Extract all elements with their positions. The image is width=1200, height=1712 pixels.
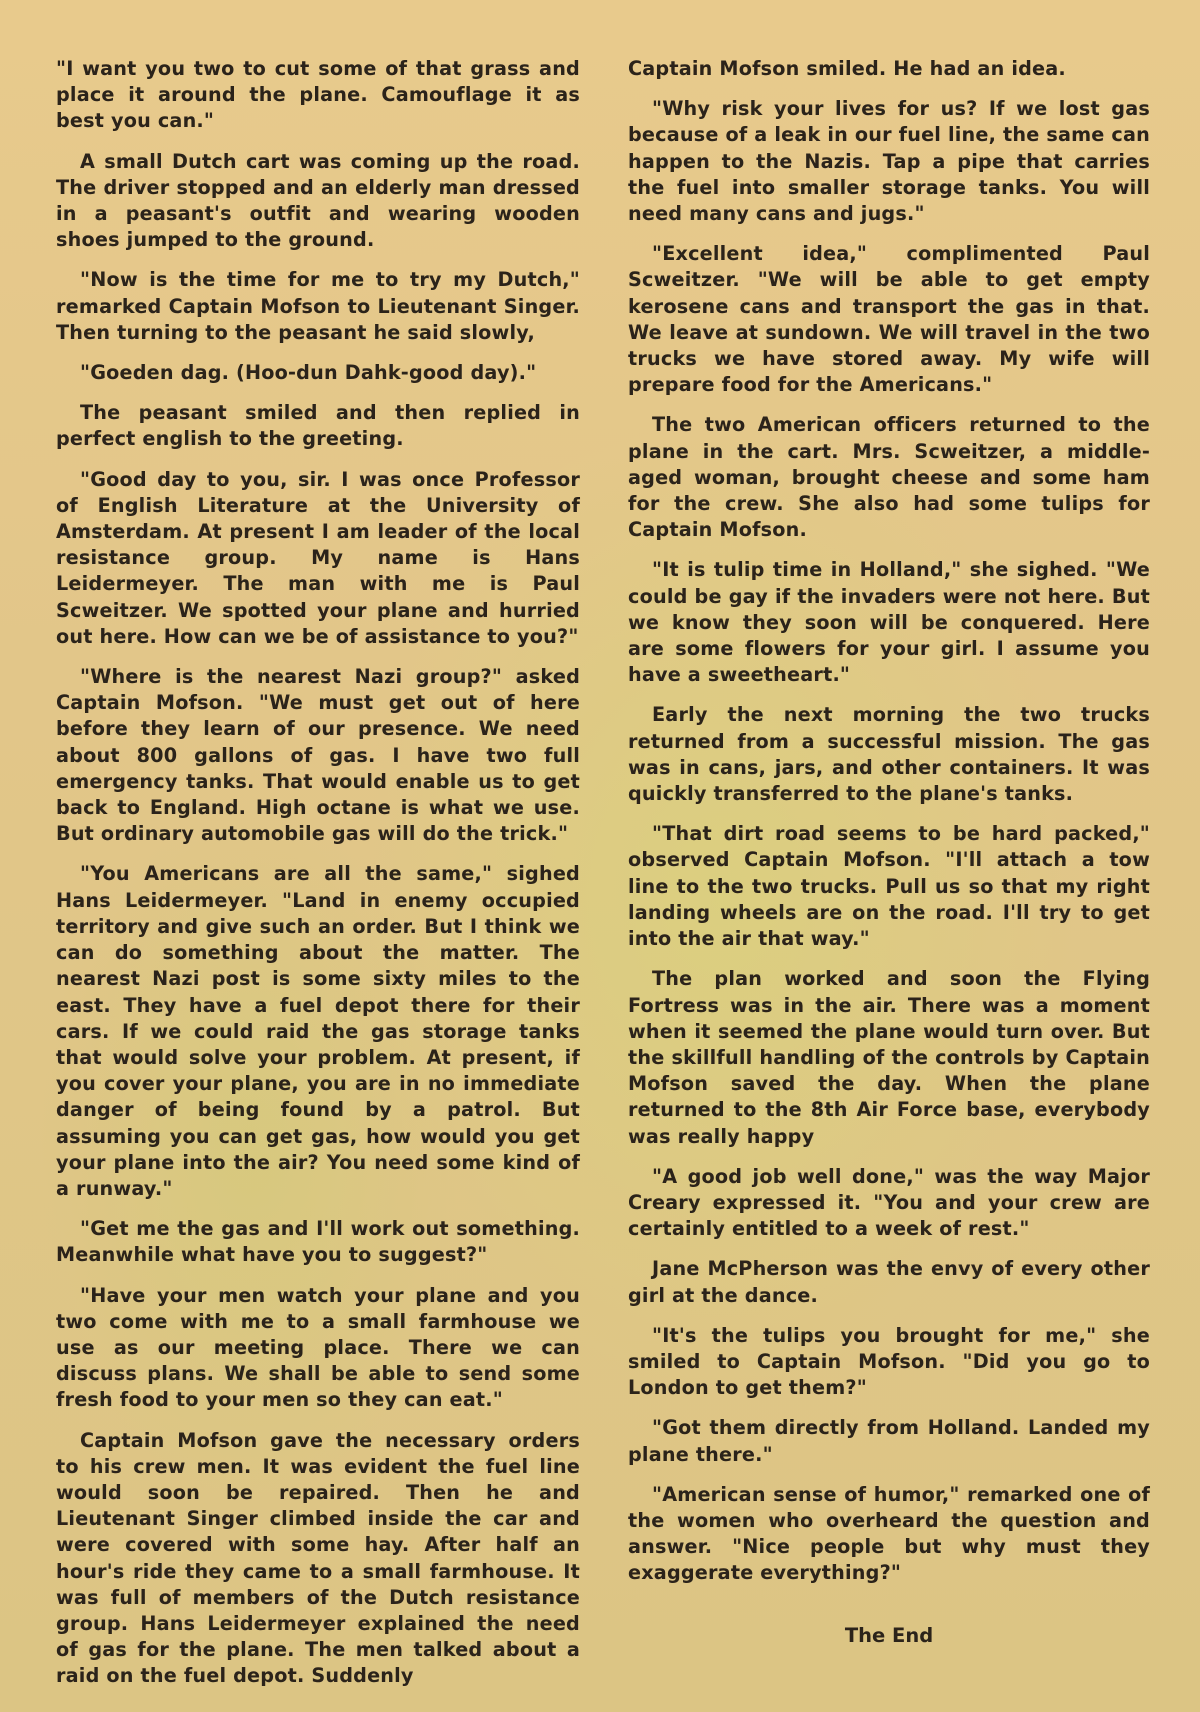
paragraph: "American sense of humor," remarked one of the women who overheard the question and answer. "Nice people but why must they exaggerate everything?": [628, 1482, 1150, 1585]
paragraph: "You Americans are all the same," sighed Hans Leidermeyer. "Land in enemy occupied territory and give such an order. But I think we can do something about the matter. The nearest Nazi post is some sixty miles to the east. They have a fuel depot there for their cars. If we could raid the gas storage tanks that would solve your problem. At present, if you cover your plane, you are in no immediate danger of being found by a patrol. But assuming you can get gas, how would you get your plane into the air? You need some kind of a runway.": [56, 862, 580, 1200]
paragraph: The two American officers returned to the plane in the cart. Mrs. Scweitzer, a middle-aged woman, brought cheese and some ham for the crew. She also had some tulips for Captain Mofson.: [628, 413, 1150, 542]
paragraph: "A good job well done," was the way Major Creary expressed it. "You and your crew are certainly entitled to a week of rest.": [628, 1164, 1150, 1241]
paragraph: The peasant smiled and then replied in perfect english to the greeting.: [56, 401, 580, 451]
left-column: [56, 56, 580, 1704]
the-end-label: The End: [844, 1624, 934, 1647]
paragraph: "Have your men watch your plane and you two come with me to a small farmhouse we use as our meeting place. There we can discuss plans. We shall be able to send some fresh food to your men so they can eat.": [56, 1283, 580, 1412]
paragraph: Captain Mofson gave the necessary orders to his crew men. It was evident the fuel line would soon be repaired. Then he and Lieutenant Singer climbed inside the car and were covered with some hay. After half an hour's ride they came to a small farmhouse. It was full of members of the Dutch resistance group. Hans Leidermeyer explained the need of gas for the plane. The men talked about a raid on the fuel depot. Suddenly: [56, 1428, 580, 1688]
paragraph: "Get me the gas and I'll work out something. Meanwhile what have you to suggest?": [56, 1217, 580, 1267]
paragraph: "Good day to you, sir. I was once Professor of English Literature at the University of Amsterdam. At present I am leader of the local resistance group. My name is Hans Leidermeyer. The man with me is Paul Scweitzer. We spotted your plane and hurried out here. How can we be of assistance to you?": [56, 467, 580, 648]
right-column: [628, 56, 1150, 1601]
paragraph: A small Dutch cart was coming up the road. The driver stopped and an elderly man dressed in a peasant's outfit and wearing wooden shoes jumped to the ground.: [56, 149, 580, 252]
paragraph: The plan worked and soon the Flying Fortress was in the air. There was a moment when it seemed the plane would turn over. But the skillfull handling of the controls by Captain Mofson saved the day. When the plane returned to the 8th Air Force base, everybody was really happy: [628, 967, 1150, 1148]
paragraph: Jane McPherson was the envy of every other girl at the dance.: [628, 1257, 1150, 1307]
paragraph: "Got them directly from Holland. Landed my plane there.": [628, 1416, 1150, 1466]
paragraph: "Why risk your lives for us? If we lost gas because of a leak in our fuel line, the same can happen to the Nazis. Tap a pipe that carries the fuel into smaller storage tanks. You will need many cans and jugs.": [628, 97, 1150, 226]
paragraph: "Now is the time for me to try my Dutch," remarked Captain Mofson to Lieutenant Singer. Then turning to the peasant he said slowly,: [56, 268, 580, 344]
paragraph: "Where is the nearest Nazi group?" asked Captain Mofson. "We must get out of here before they learn of our presence. We need about 800 gallons of gas. I have two full emergency tanks. That would enable us to get back to England. High octane is what we use. But ordinary automobile gas will do the trick.": [56, 665, 580, 846]
paragraph: "Goeden dag. (Hoo-dun Dahk-good day).": [80, 361, 537, 385]
paragraph: "It's the tulips you brought for me," she smiled to Captain Mofson. "Did you go to London to get them?": [628, 1323, 1150, 1400]
paragraph: "Excellent idea," complimented Paul Scweitzer. "We will be able to get empty kerosene cans and transport the gas in that. We leave at sundown. We will travel in the two trucks we have stored away. My wife will prepare food for the Americans.": [628, 242, 1150, 397]
paragraph: "That dirt road seems to be hard packed," observed Captain Mofson. "I'll attach a tow line to the two trucks. Pull us so that my right landing wheels are on the road. I'll try to get into the air that way.": [628, 822, 1150, 951]
paragraph: Captain Mofson smiled. He had an idea.: [628, 57, 1066, 80]
paragraph: "It is tulip time in Holland," she sighed. "We could be gay if the invaders were not here. But we know they soon will be conquered. Here are some flowers for your girl. I assume you have a sweetheart.": [628, 558, 1150, 687]
paragraph: Early the next morning the two trucks returned from a successful mission. The gas was in cans, jars, and other containers. It was quickly transferred to the plane's tanks.: [628, 703, 1150, 806]
paragraph: "I want you two to cut some of that grass and place it around the plane. Camouflage it as best you can.": [56, 57, 580, 133]
